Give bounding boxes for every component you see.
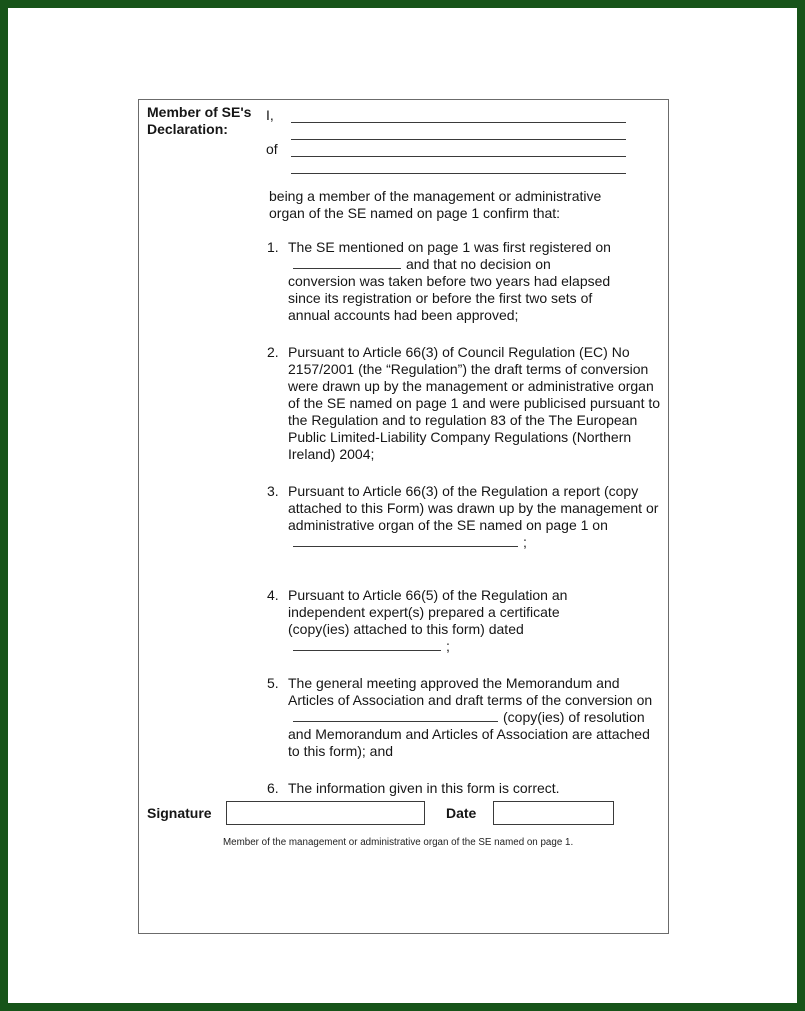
signature-row bbox=[147, 801, 614, 825]
member-address-row-cont bbox=[266, 157, 626, 174]
item-4-text-after: ; bbox=[446, 638, 450, 654]
member-name-line-1[interactable] bbox=[291, 105, 626, 123]
item-6 bbox=[267, 780, 661, 797]
i-label: I, bbox=[266, 107, 274, 123]
member-address-row bbox=[266, 140, 626, 157]
item-5-text-after: (copy(ies) of resolution and Memorandum and Articles of Association are attached to this form); and bbox=[288, 709, 650, 759]
signature-input[interactable] bbox=[226, 801, 425, 825]
item-2-number: 2. bbox=[267, 344, 279, 360]
item-3-text bbox=[288, 483, 661, 551]
item-4 bbox=[267, 587, 661, 655]
item-1-text-before: The SE mentioned on page 1 was first registered on bbox=[288, 239, 611, 255]
certificate-date-blank[interactable] bbox=[293, 638, 441, 651]
member-address-line-1[interactable] bbox=[291, 139, 626, 157]
signature-footnote: Member of the management or administrative organ of the SE named on page 1. bbox=[223, 837, 574, 848]
item-3-text-after: ; bbox=[523, 534, 527, 550]
item-5-text bbox=[288, 675, 661, 760]
item-4-text bbox=[288, 587, 593, 655]
item-4-text-before: Pursuant to Article 66(5) of the Regulation an independent expert(s) prepared a certificate (copy(ies) attached to this form) dated bbox=[288, 587, 568, 637]
item-3-number: 3. bbox=[267, 483, 279, 499]
item-2 bbox=[267, 344, 661, 463]
item-2-text: Pursuant to Article 66(3) of Council Regulation (EC) No 2157/2001 (the “Regulation”) the draft terms of conversion were drawn up by the management or administrative organ of the SE named on page 1 and were publicised pursuant to the Regulation and to regulation 83 of the The European Public Limited-Liability Company Regulations (Northern Ireland) 2004; bbox=[288, 344, 661, 462]
section-label-line2: Declaration: bbox=[147, 121, 228, 137]
member-address-line-2[interactable] bbox=[291, 156, 626, 174]
item-6-text: The information given in this form is correct. bbox=[288, 780, 560, 796]
item-1-text bbox=[288, 239, 618, 324]
member-identity-block bbox=[266, 106, 626, 174]
signature-label: Signature bbox=[147, 804, 212, 821]
item-6-number: 6. bbox=[267, 780, 279, 796]
member-name-row bbox=[266, 106, 626, 123]
intro-text: being a member of the management or administrative organ of the SE named on page 1 confirm that: bbox=[269, 188, 602, 221]
date-input[interactable] bbox=[493, 801, 614, 825]
declaration-items bbox=[267, 239, 661, 797]
item-1-number: 1. bbox=[267, 239, 279, 255]
member-name-line-2[interactable] bbox=[291, 122, 626, 140]
item-4-number: 4. bbox=[267, 587, 279, 603]
item-1-text-after: and that no decision on conversion was taken before two years had elapsed since its registration or before the first two sets of annual accounts had been approved; bbox=[288, 256, 611, 323]
item-5 bbox=[267, 675, 661, 760]
report-date-blank[interactable] bbox=[293, 534, 518, 547]
member-name-row-cont bbox=[266, 123, 626, 140]
section-label bbox=[147, 104, 251, 138]
of-label: of bbox=[266, 141, 278, 157]
item-3-text-before: Pursuant to Article 66(3) of the Regulation a report (copy attached to this Form) was drawn up by the management or administrative organ of the SE named on page 1 on bbox=[288, 483, 659, 533]
item-5-number: 5. bbox=[267, 675, 279, 691]
declaration-form bbox=[138, 99, 669, 934]
section-label-line1: Member of SE's bbox=[147, 104, 252, 120]
meeting-approval-date-blank[interactable] bbox=[293, 709, 498, 722]
first-registered-date-blank[interactable] bbox=[293, 256, 401, 269]
item-3 bbox=[267, 483, 661, 551]
item-1 bbox=[267, 239, 661, 324]
item-5-text-before: The general meeting approved the Memorandum and Articles of Association and draft terms of the conversion on bbox=[288, 675, 653, 708]
date-label: Date bbox=[446, 804, 477, 821]
